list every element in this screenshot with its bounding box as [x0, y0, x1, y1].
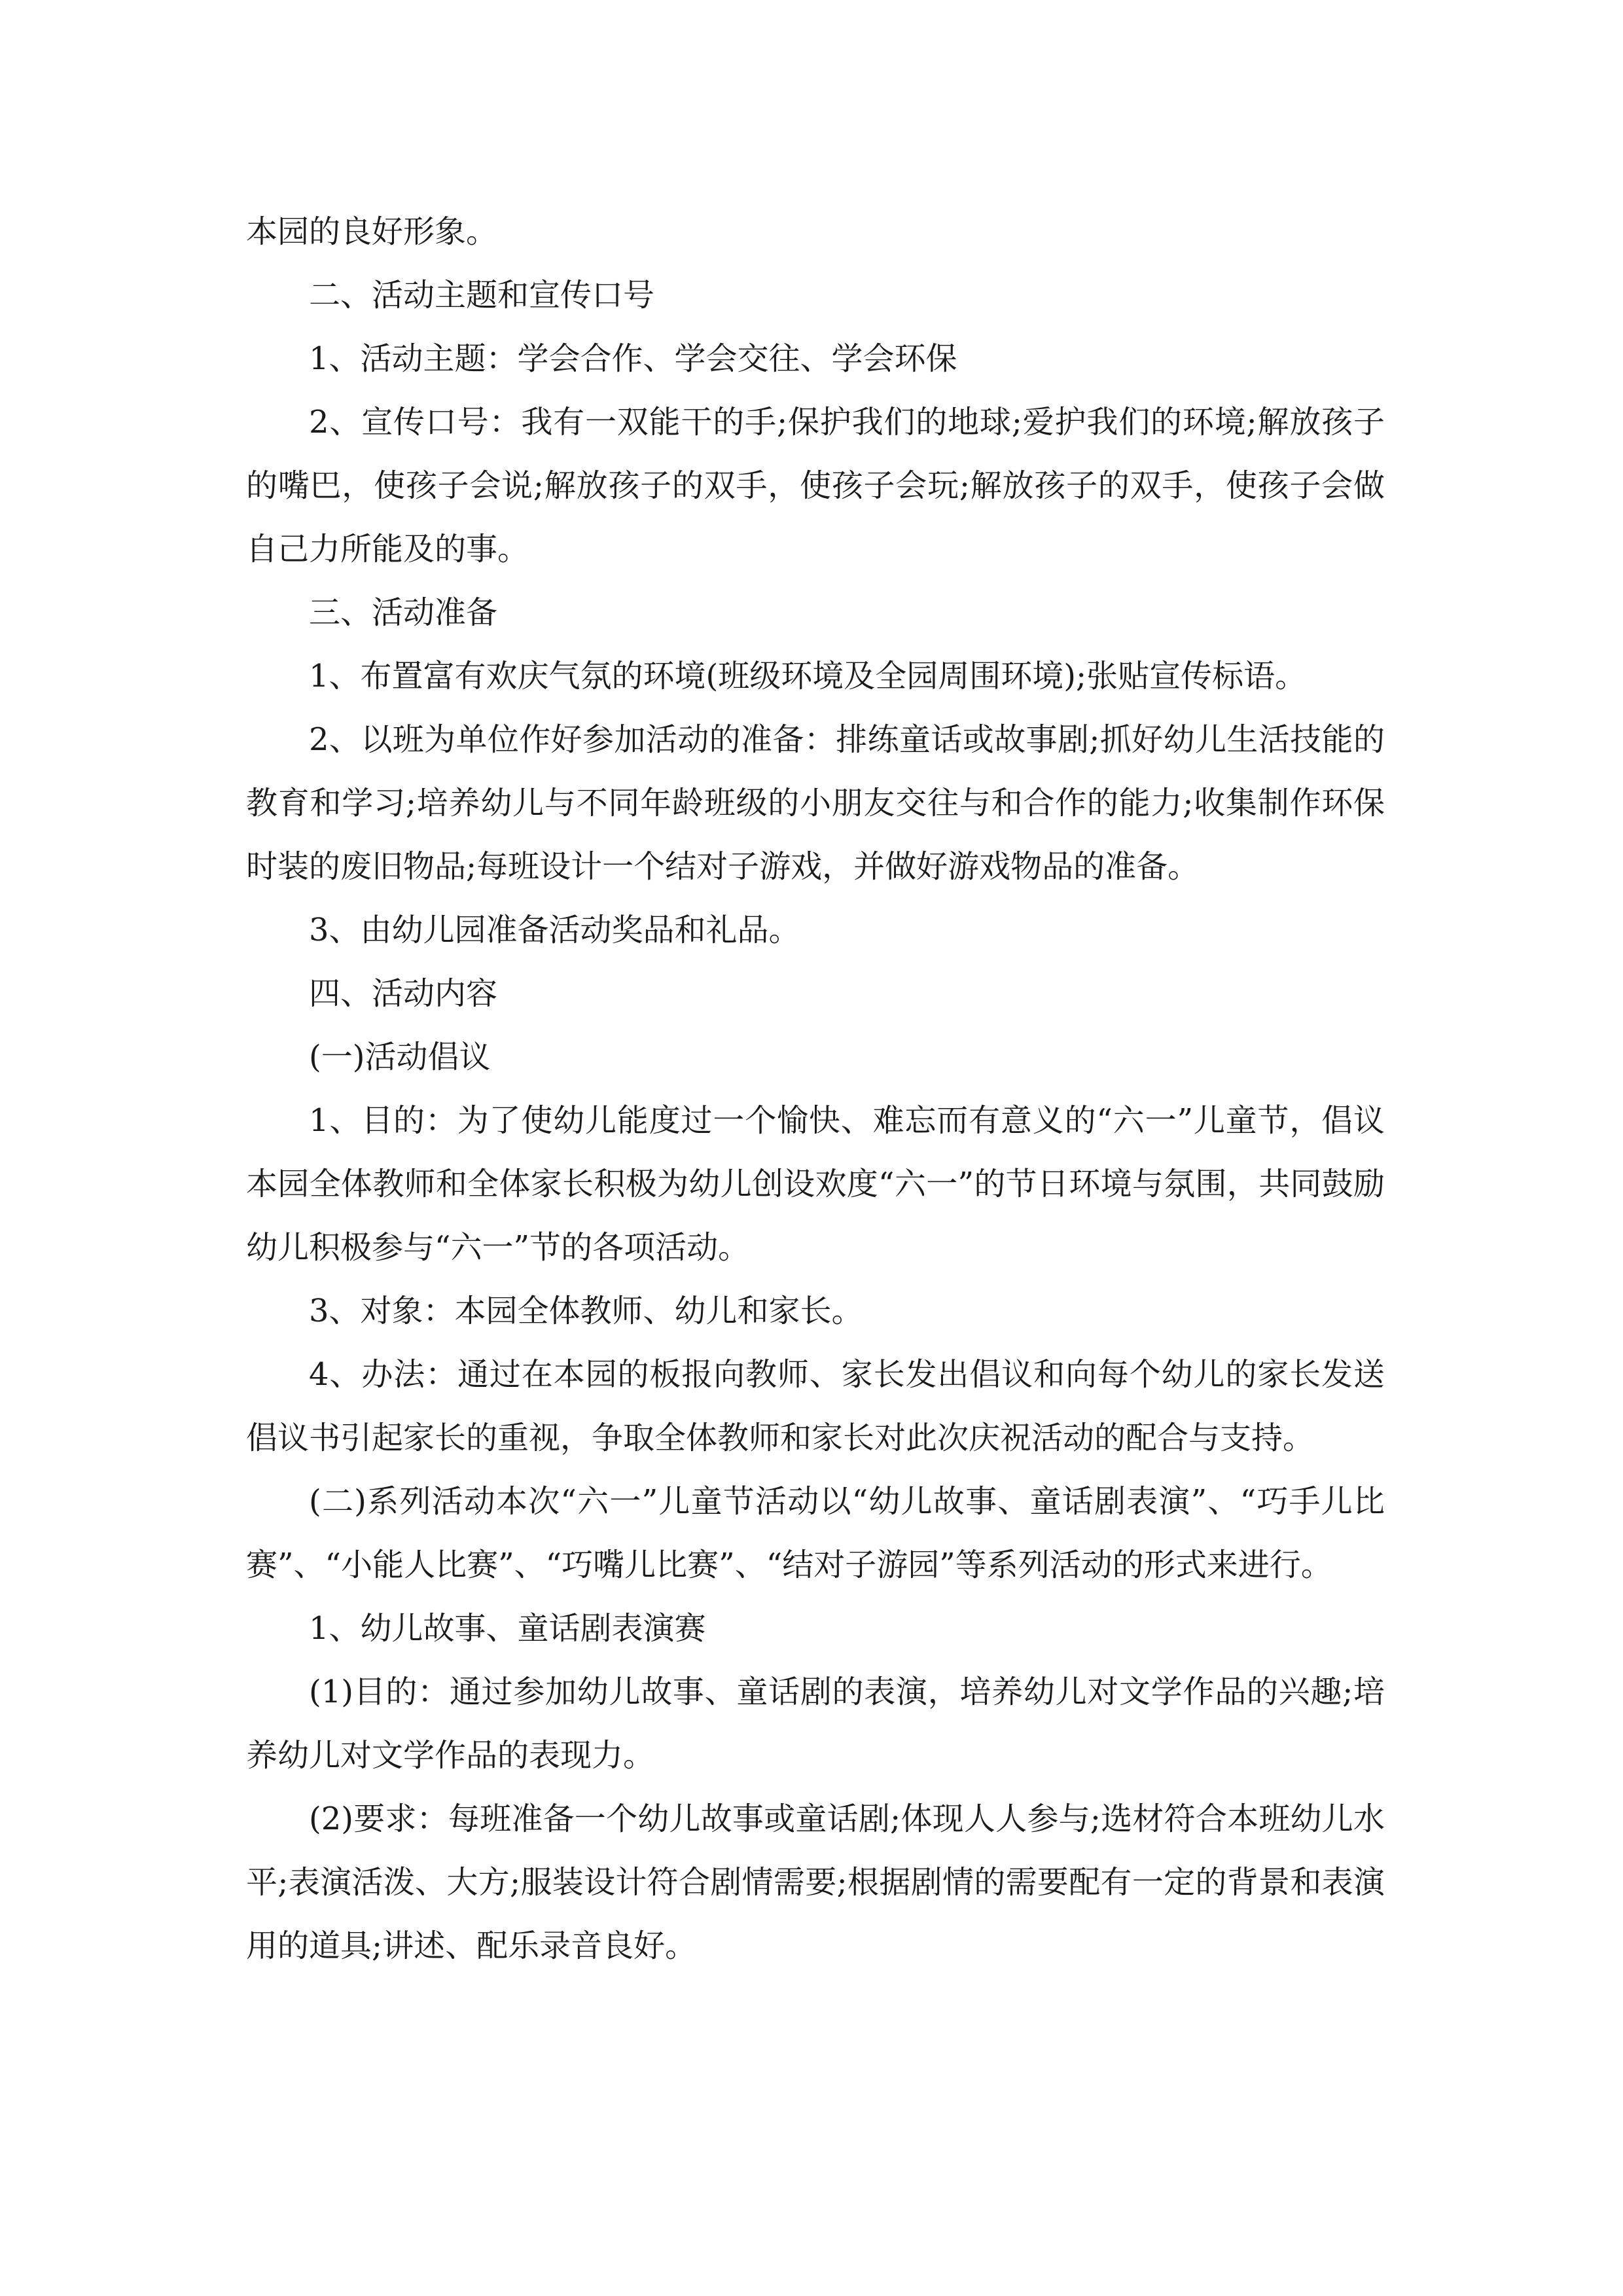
document-body — [246, 200, 1385, 1978]
paragraph-theme: 1、活动主题：学会合作、学会交往、学会环保 — [309, 340, 957, 377]
paragraph-preparation-1: 1、布置富有欢庆气氛的环境(班级环境及全园周围环境);张贴宣传标语。 — [309, 658, 1307, 694]
paragraph-proposal-purpose: 1、目的：为了使幼儿能度过一个愉快、难忘而有意义的“六一”儿童节，倡议本园全体教师和全体家长积极为幼儿创设欢度“六一”的节日环境与氛围，共同鼓励幼儿积极参与“六一”节的各项活动。 — [246, 1102, 1385, 1266]
section-heading-preparation: 三、活动准备 — [309, 594, 498, 631]
paragraph-preparation-3: 3、由幼儿园准备活动奖品和礼品。 — [309, 912, 800, 948]
paragraph-story-purpose: (1)目的：通过参加幼儿故事、童话剧的表演，培养幼儿对文学作品的兴趣;培养幼儿对文学作品的表现力。 — [246, 1674, 1385, 1774]
subsection-series-activities: (二)系列活动本次“六一”儿童节活动以“幼儿故事、童话剧表演”、“巧手儿比赛”、“小能人比赛”、“巧嘴儿比赛”、“结对子游园”等系列活动的形式来进行。 — [246, 1483, 1385, 1583]
paragraph-proposal-target: 3、对象：本园全体教师、幼儿和家长。 — [309, 1293, 863, 1329]
paragraph-continuation: 本园的良好形象。 — [246, 213, 498, 250]
subsection-heading-proposal: (一)活动倡议 — [309, 1039, 491, 1075]
section-heading-content: 四、活动内容 — [309, 975, 498, 1012]
paragraph-proposal-method: 4、办法：通过在本园的板报向教师、家长发出倡议和向每个幼儿的家长发送倡议书引起家长的重视，争取全体教师和家长对此次庆祝活动的配合与支持。 — [246, 1356, 1385, 1456]
activity-heading-story: 1、幼儿故事、童话剧表演赛 — [309, 1610, 706, 1647]
paragraph-slogan: 2、宣传口号：我有一双能干的手;保护我们的地球;爱护我们的环境;解放孩子的嘴巴，使孩子会说;解放孩子的双手，使孩子会玩;解放孩子的双手，使孩子会做自己力所能及的事。 — [246, 404, 1385, 567]
paragraph-preparation-2: 2、以班为单位作好参加活动的准备：排练童话或故事剧;抓好幼儿生活技能的教育和学习;培养幼儿与不同年龄班级的小朋友交往与和合作的能力;收集制作环保时装的废旧物品;每班设计一个结对子游戏，并做好游戏物品的准备。 — [246, 721, 1385, 885]
section-heading-theme: 二、活动主题和宣传口号 — [309, 277, 655, 314]
paragraph-story-requirements: (2)要求：每班准备一个幼儿故事或童话剧;体现人人参与;选材符合本班幼儿水平;表演活泼、大方;服装设计符合剧情需要;根据剧情的需要配有一定的背景和表演用的道具;讲述、配乐录音良好。 — [246, 1801, 1385, 1964]
